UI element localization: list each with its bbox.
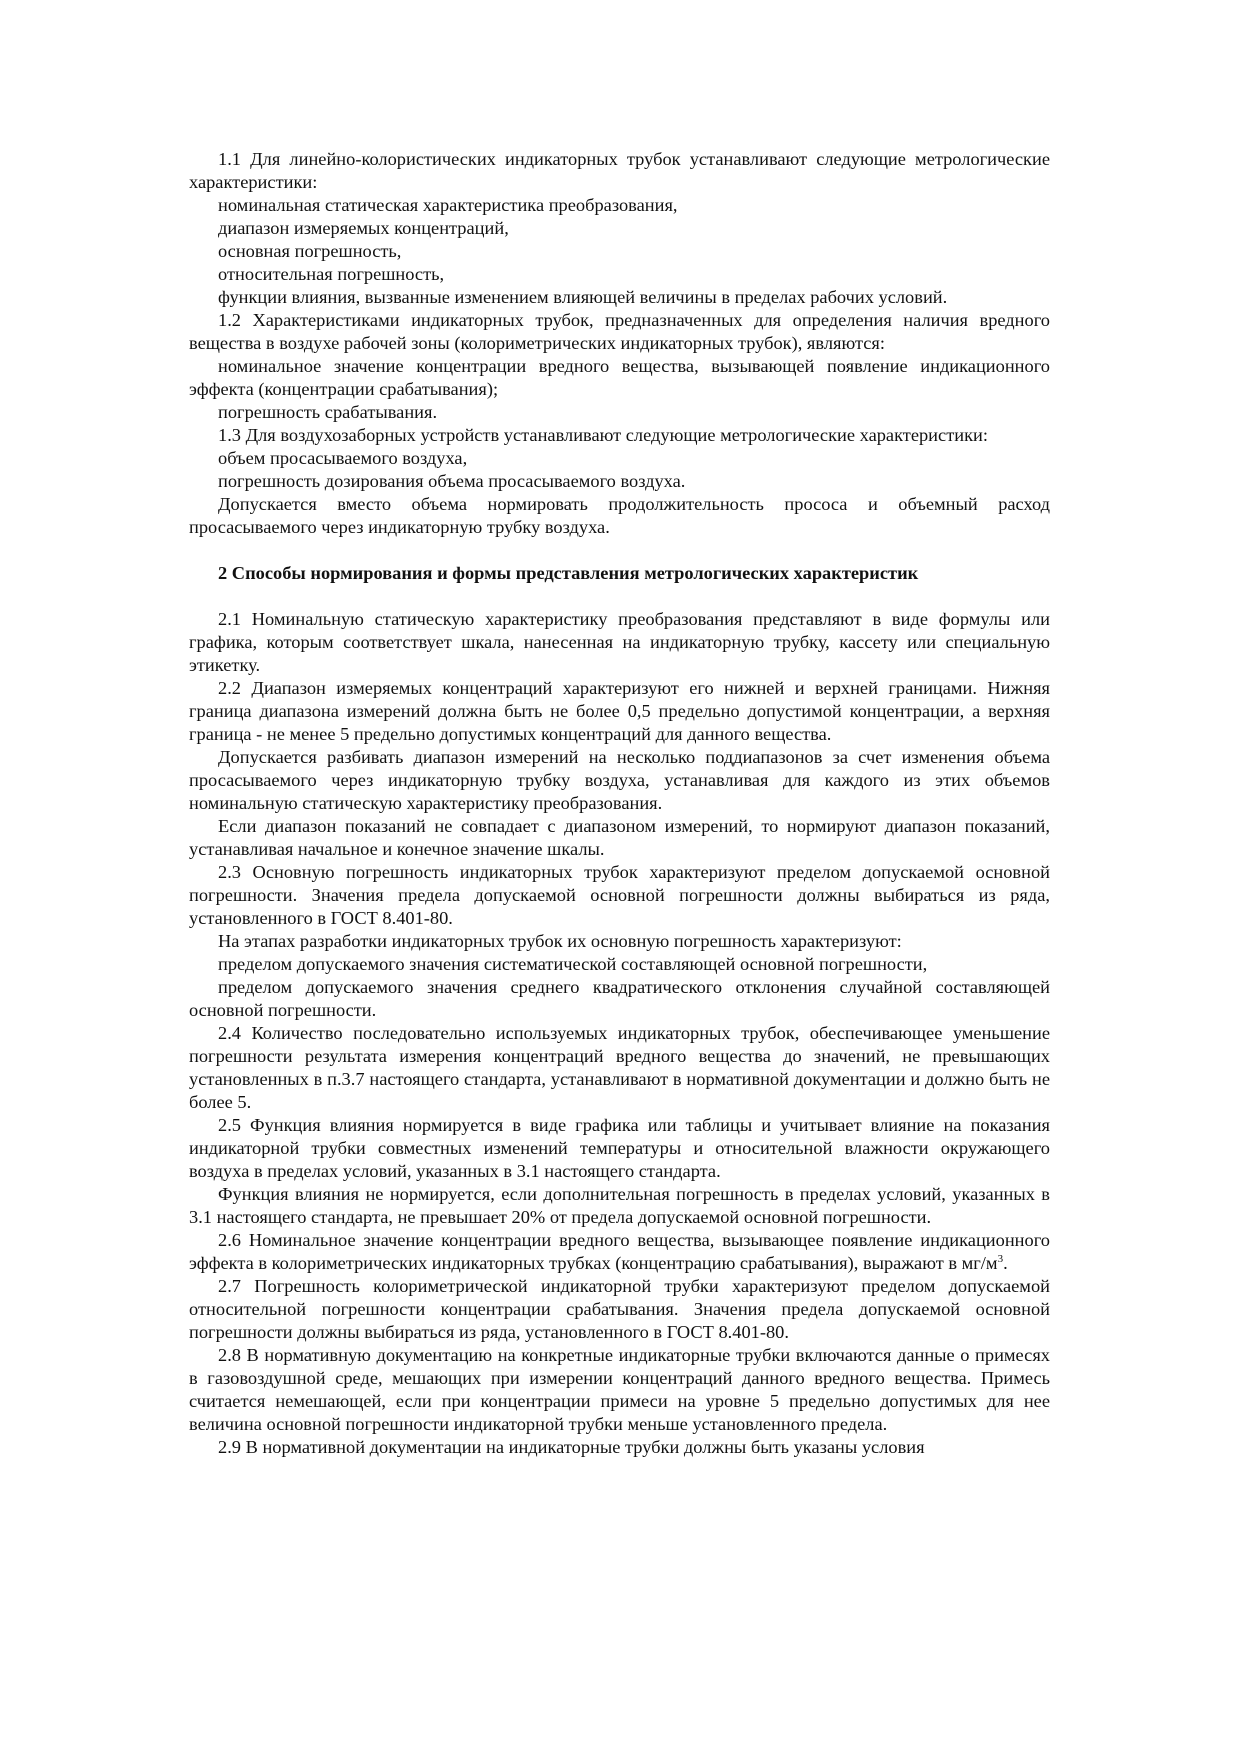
list-item: относительная погрешность, — [218, 264, 445, 284]
section-2-heading: 2 Способы нормирования и формы представления метрологических характеристик — [218, 563, 919, 583]
paragraph-2-5a: Функция влияния не нормируется, если дополнительная погрешность в пределах условий, указанных в 3.1 настоящего стандарта, не превышает 20% от предела допускаемой основной погрешности. — [189, 1184, 1050, 1227]
paragraph-2-8: 2.8 В нормативную документацию на конкретные индикаторные трубки включаются данные о примесях в газовоздушной среде, мешающих при измерении концентраций данного вредного вещества. Примесь считается немешающей, если при концентрации примеси на уровне 5 предельно допустимых для нее величина основной погрешности индикаторной трубки меньше установленного предела. — [189, 1345, 1050, 1434]
list-item: погрешность дозирования объема просасываемого воздуха. — [218, 471, 686, 491]
superscript-cubed: 3 — [997, 1253, 1004, 1265]
paragraph-2-2b: Если диапазон показаний не совпадает с диапазоном измерений, то нормируют диапазон показаний, устанавливая начальное и конечное значение шкалы. — [189, 816, 1050, 859]
paragraph-2-6 — [189, 1229, 1050, 1275]
paragraph-2-6-text: 2.6 Номинальное значение концентрации вредного вещества, вызывающее появление индикационного эффекта в колориметрических индикаторных трубках (концентрацию срабатывания), выражают в мг/м — [189, 1230, 1050, 1273]
list-item: номинальная статическая характеристика преобразования, — [218, 195, 678, 215]
paragraph-1-1: 1.1 Для линейно-колористических индикаторных трубок устанавливают следующие метрологические характеристики: — [189, 149, 1050, 192]
paragraph-2-4: 2.4 Количество последовательно используемых индикаторных трубок, обеспечивающее уменьшение погрешности результата измерения концентраций вредного вещества до значений, не превышающих установленных в п.3.7 настоящего стандарта, устанавливают в нормативной документации и должно быть не более 5. — [189, 1023, 1050, 1112]
paragraph-1-2b: погрешность срабатывания. — [218, 402, 438, 422]
paragraph-2-3a: На этапах разработки индикаторных трубок их основную погрешность характеризуют: — [218, 931, 902, 951]
paragraph-2-1: 2.1 Номинальную статическую характеристику преобразования представляют в виде формулы или графика, которым соответствует шкала, нанесенная на индикаторную трубку, кассету или специальную этикетку. — [189, 609, 1050, 675]
paragraph-1-2: 1.2 Характеристиками индикаторных трубок, предназначенных для определения наличия вредного вещества в воздухе рабочей зоны (колориметрических индикаторных трубок), являются: — [189, 310, 1050, 353]
list-item: объем просасываемого воздуха, — [218, 448, 468, 468]
paragraph-2-5: 2.5 Функция влияния нормируется в виде графика или таблицы и учитывает влияние на показания индикаторной трубки совместных изменений температуры и относительной влажности окружающего воздуха в пределах условий, указанных в 3.1 настоящего стандарта. — [189, 1115, 1050, 1181]
paragraph-1-3: 1.3 Для воздухозаборных устройств устанавливают следующие метрологические характеристики: — [218, 425, 988, 445]
paragraph-2-2a: Допускается разбивать диапазон измерений на несколько поддиапазонов за счет изменения объема просасываемого через индикаторную трубку воздуха, устанавливая для каждого из этих объемов номинальную статическую характеристику преобразования. — [189, 747, 1050, 813]
paragraph-2-3c: пределом допускаемого значения среднего квадратического отклонения случайной составляющей основной погрешности. — [189, 977, 1050, 1020]
document-page — [189, 148, 1050, 1459]
list-item: функции влияния, вызванные изменением влияющей величины в пределах рабочих условий. — [218, 287, 948, 307]
paragraph-2-3b: пределом допускаемого значения систематической составляющей основной погрешности, — [218, 954, 928, 974]
paragraph-1-3a: Допускается вместо объема нормировать продолжительность прососа и объемный расход просасываемого через индикаторную трубку воздуха. — [189, 494, 1050, 537]
paragraph-1-2a: номинальное значение концентрации вредного вещества, вызывающей появление индикационного эффекта (концентрации срабатывания); — [189, 356, 1050, 399]
paragraph-2-3: 2.3 Основную погрешность индикаторных трубок характеризуют пределом допускаемой основной погрешности. Значения предела допускаемой основной погрешности должны выбираться из ряда, установленного в ГОСТ 8.401-80. — [189, 862, 1050, 928]
list-item: диапазон измеряемых концентраций, — [218, 218, 509, 238]
paragraph-2-6-end: . — [1003, 1253, 1008, 1273]
list-item: основная погрешность, — [218, 241, 402, 261]
paragraph-2-9: 2.9 В нормативной документации на индикаторные трубки должны быть указаны условия — [218, 1437, 925, 1457]
paragraph-2-7: 2.7 Погрешность колориметрической индикаторной трубки характеризуют пределом допускаемой относительной погрешности концентрации срабатывания. Значения предела допускаемой основной погрешности должны выбираться из ряда, установленного в ГОСТ 8.401-80. — [189, 1276, 1050, 1342]
paragraph-2-2: 2.2 Диапазон измеряемых концентраций характеризуют его нижней и верхней границами. Нижняя граница диапазона измерений должна быть не более 0,5 предельно допустимой концентрации, а верхняя граница - не менее 5 предельно допустимых концентраций для данного вещества. — [189, 678, 1050, 744]
